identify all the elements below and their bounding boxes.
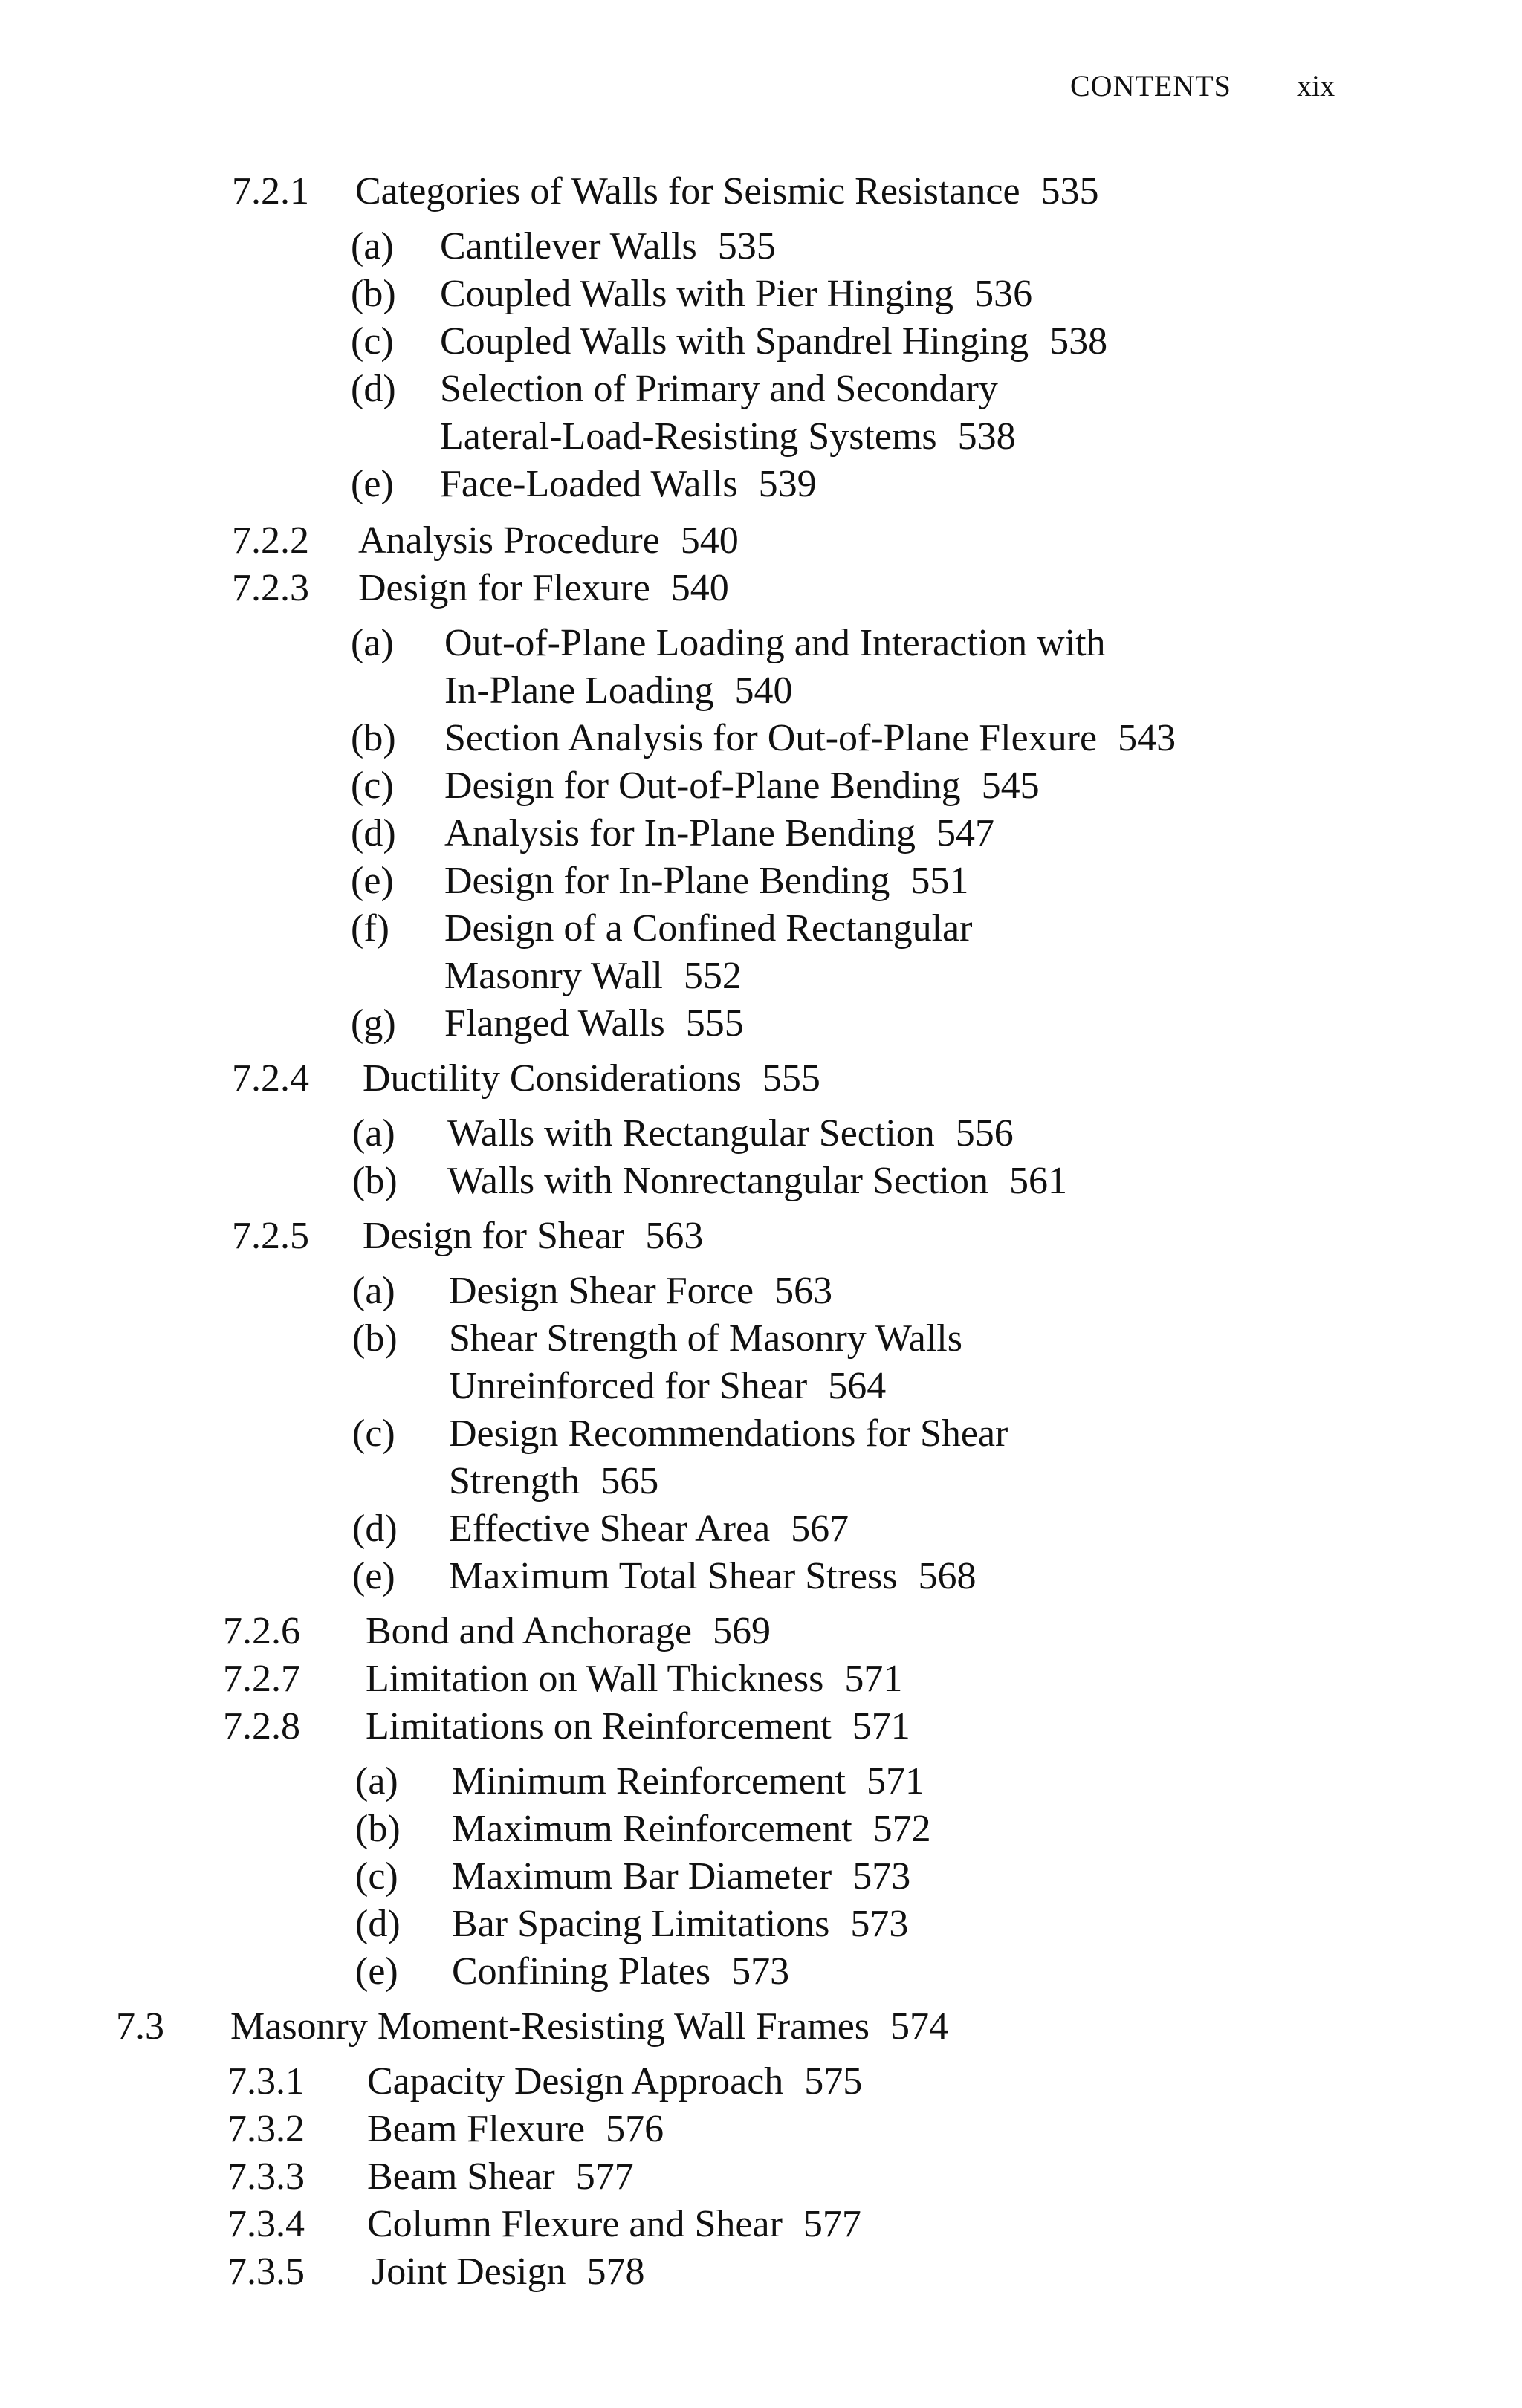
toc-entry-title-text: Limitation on Wall Thickness [366,1658,824,1700]
toc-entry-title [355,169,1099,214]
toc-entry-title-text: Walls with Nonrectangular Section [447,1160,988,1202]
toc-entry-number: 7.3.1 [227,2060,305,2103]
toc-entry-number: (f) [351,907,389,950]
toc-entry-title [363,1057,820,1101]
running-head [1070,65,1335,107]
toc-entry-title [452,1807,931,1852]
toc-entry-title-text: Lateral-Load-Resisting Systems [440,415,937,458]
toc-entry-title [449,1317,962,1361]
toc-entry-title [444,716,1176,761]
toc-entry-number: 7.2.2 [232,519,309,562]
toc-entry-number: 7.3.5 [227,2250,305,2293]
toc-entry-title-text: Joint Design [372,2250,566,2293]
toc-entry-page-number: 575 [804,2060,863,2103]
toc-entry-page-number: 556 [955,1112,1014,1155]
toc-entry-page-number: 555 [685,1002,744,1045]
toc-entry-title [367,2155,634,2199]
toc-entry-page-number: 535 [1040,170,1099,212]
toc-entry-title-text: Face-Loaded Walls [440,463,738,505]
toc-entry-title [358,566,729,611]
toc-entry-page-number: 564 [828,1365,887,1407]
toc-entry-page-number: 578 [586,2250,645,2293]
toc-entry-page-number: 539 [758,463,817,505]
toc-entry-number: (d) [355,1903,401,1945]
toc-entry-page-number: 563 [774,1270,833,1312]
toc-entry-number: (c) [351,765,394,807]
toc-entry-page-number: 572 [872,1808,931,1850]
toc-entry-page-number: 552 [683,955,742,997]
toc-entry-page-number: 573 [850,1903,909,1945]
toc-entry-title-text: Bond and Anchorage [366,1610,693,1652]
toc-entry-title-text: Design for Out-of-Plane Bending [444,765,961,807]
toc-entry-number: (c) [351,320,394,363]
toc-entry-number: 7.2.8 [223,1705,300,1747]
toc-entry-title-text: Analysis Procedure [358,519,660,562]
toc-entry-title [372,2250,644,2294]
running-head-title: CONTENTS [1070,69,1231,103]
toc-entry-page-number: 576 [606,2108,664,2150]
toc-entry-title [366,1704,910,1749]
toc-entry-title-text: Walls with Rectangular Section [447,1112,935,1155]
toc-entry-number: (b) [355,1808,401,1850]
toc-entry-number: (a) [352,1270,395,1312]
toc-entry-page-number: 547 [936,812,995,854]
toc-entry-title-text: Maximum Bar Diameter [452,1855,832,1898]
toc-entry-title [452,1854,910,1899]
toc-entry-title [449,1507,849,1551]
toc-entry-title [444,1002,744,1046]
toc-entry-title-text: Design of a Confined Rectangular [444,907,973,950]
toc-entry-number: (a) [351,225,394,267]
toc-entry-page-number: 568 [918,1555,977,1597]
toc-entry-title [452,1902,908,1947]
toc-entry-page-number: 551 [910,860,969,902]
toc-entry-title-text: Section Analysis for Out-of-Plane Flexure [444,717,1098,759]
toc-entry-title-text: Column Flexure and Shear [367,2203,783,2245]
toc-entry-title-text: Beam Flexure [367,2108,586,2150]
toc-entry-title [444,621,1106,666]
toc-entry-page-number: 563 [645,1215,704,1257]
toc-entry-number: (g) [351,1002,396,1045]
toc-entry-title [452,1950,789,1994]
toc-entry-title [358,519,739,563]
toc-entry-title [440,367,998,412]
toc-entry-page-number: 571 [844,1658,903,1700]
toc-entry-title-text: Out-of-Plane Loading and Interaction with [444,622,1106,664]
toc-entry-title-text: Selection of Primary and Secondary [440,368,998,410]
toc-entry-page-number: 573 [852,1855,911,1898]
toc-entry-page-number: 538 [957,415,1016,458]
toc-entry-title-text: Beam Shear [367,2155,555,2198]
toc-entry-title-text: Shear Strength of Masonry Walls [449,1317,962,1360]
toc-entry-number: 7.2.1 [232,170,309,212]
toc-entry-number: 7.3.2 [227,2108,305,2150]
toc-entry-page-number: 574 [890,2005,949,2048]
toc-entry-page-number: 535 [717,225,776,267]
toc-entry-number: 7.3.4 [227,2203,305,2245]
toc-entry-title [449,1412,1008,1456]
toc-entry-title-text: Bar Spacing Limitations [452,1903,830,1945]
toc-entry-title-text: Design Shear Force [449,1270,754,1312]
toc-entry-title [366,1609,771,1654]
toc-entry-page-number: 540 [680,519,739,562]
toc-entry-title-text: Masonry Wall [444,955,663,997]
toc-entry-page-number: 545 [981,765,1040,807]
toc-entry-title-text: Masonry Moment-Resisting Wall Frames [230,2005,870,2048]
toc-entry-number: 7.2.6 [223,1610,300,1652]
toc-entry-title-text: Flanged Walls [444,1002,665,1045]
toc-entry-title [367,2060,862,2104]
toc-entry-title [449,1269,832,1314]
toc-entry-title-text: Capacity Design Approach [367,2060,784,2103]
toc-entry-page-number: 540 [670,567,729,609]
toc-entry-number: 7.2.5 [232,1215,309,1257]
toc-entry-title [452,1759,924,1804]
toc-entry-page-number: 571 [867,1760,925,1802]
toc-entry-title [444,764,1040,808]
toc-entry-number: (a) [351,622,394,664]
toc-entry-number: 7.2.7 [223,1658,300,1700]
toc-entry-page-number: 577 [803,2203,861,2245]
toc-entry-title-text: Analysis for In-Plane Bending [444,812,916,854]
toc-entry-title-text: Strength [449,1460,580,1502]
toc-entry-number: (b) [352,1160,398,1202]
toc-entry-title [440,462,817,507]
toc-entry-number: 7.3 [116,2005,164,2048]
toc-entry-page-number: 536 [974,273,1033,315]
toc-entry-number: (e) [351,860,394,902]
toc-entry-title [444,906,972,951]
toc-entry-title [449,1554,976,1599]
toc-entry-number: (e) [351,463,394,505]
toc-entry-title [440,224,776,269]
toc-entry-title-text: Ductility Considerations [363,1057,742,1100]
toc-entry-number: (b) [351,273,396,315]
toc-entry-title-continuation [440,415,1016,459]
toc-entry-title [444,811,994,856]
toc-entry-page-number: 573 [731,1950,790,1993]
toc-entry-page-number: 565 [600,1460,659,1502]
toc-entry-title [440,272,1032,317]
toc-entry-number: (d) [351,812,396,854]
toc-entry-number: (c) [352,1412,395,1455]
toc-entry-number: 7.2.3 [232,567,309,609]
toc-entry-title-continuation [444,954,742,999]
toc-entry-title-text: Maximum Total Shear Stress [449,1555,898,1597]
toc-entry-title-text: Minimum Reinforcement [452,1760,846,1802]
toc-entry-number: (a) [352,1112,395,1155]
toc-entry-title-text: Maximum Reinforcement [452,1808,852,1850]
toc-entry-title-text: Effective Shear Area [449,1508,771,1550]
toc-entry-title [363,1214,703,1259]
toc-entry-page-number: 577 [575,2155,634,2198]
toc-entry-title-continuation [449,1364,886,1409]
toc-entry-number: 7.2.4 [232,1057,309,1100]
toc-entry-title-text: Design for Flexure [358,567,650,609]
toc-entry-number: 7.3.3 [227,2155,305,2198]
toc-entry-title [367,2107,664,2152]
toc-entry-title [230,2005,948,2049]
toc-entry-page-number: 561 [1008,1160,1067,1202]
toc-entry-number: (c) [355,1855,398,1898]
toc-entry-page-number: 538 [1049,320,1108,363]
toc-entry-title-continuation [444,669,792,713]
toc-entry-title-text: Confining Plates [452,1950,711,1993]
toc-entry-title [444,859,968,903]
toc-entry-title-text: Categories of Walls for Seismic Resistance [355,170,1020,212]
toc-entry-page-number: 540 [734,669,793,712]
toc-entry-title-text: Limitations on Reinforcement [366,1705,832,1747]
toc-entry-page-number: 567 [791,1508,849,1550]
toc-entry-number: (e) [355,1950,398,1993]
toc-entry-number: (a) [355,1760,398,1802]
toc-entry-number: (b) [351,717,396,759]
toc-entry-title-text: Design for In-Plane Bending [444,860,890,902]
toc-entry-title [447,1111,1014,1156]
toc-entry-title-text: Design for Shear [363,1215,625,1257]
toc-entry-number: (b) [352,1317,398,1360]
running-head-page-number: xix [1297,69,1335,103]
toc-entry-page-number: 569 [713,1610,771,1652]
toc-entry-title [366,1657,902,1701]
toc-entry-title-text: In-Plane Loading [444,669,714,712]
toc-entry-page-number: 571 [852,1705,910,1747]
toc-entry-number: (d) [351,368,396,410]
toc-entry-title-text: Coupled Walls with Spandrel Hinging [440,320,1029,363]
toc-entry-page-number: 555 [762,1057,820,1100]
toc-entry-title-text: Unreinforced for Shear [449,1365,808,1407]
toc-entry-page-number: 543 [1118,717,1176,759]
toc-entry-title-text: Coupled Walls with Pier Hinging [440,273,954,315]
toc-entry-title [447,1159,1067,1204]
toc-entry-title-text: Cantilever Walls [440,225,697,267]
toc-entry-title [367,2202,861,2247]
toc-entry-number: (e) [352,1555,395,1597]
toc-entry-title [440,319,1107,364]
toc-entry-title-continuation [449,1459,658,1504]
toc-entry-number: (d) [352,1508,398,1550]
toc-entry-title-text: Design Recommendations for Shear [449,1412,1008,1455]
